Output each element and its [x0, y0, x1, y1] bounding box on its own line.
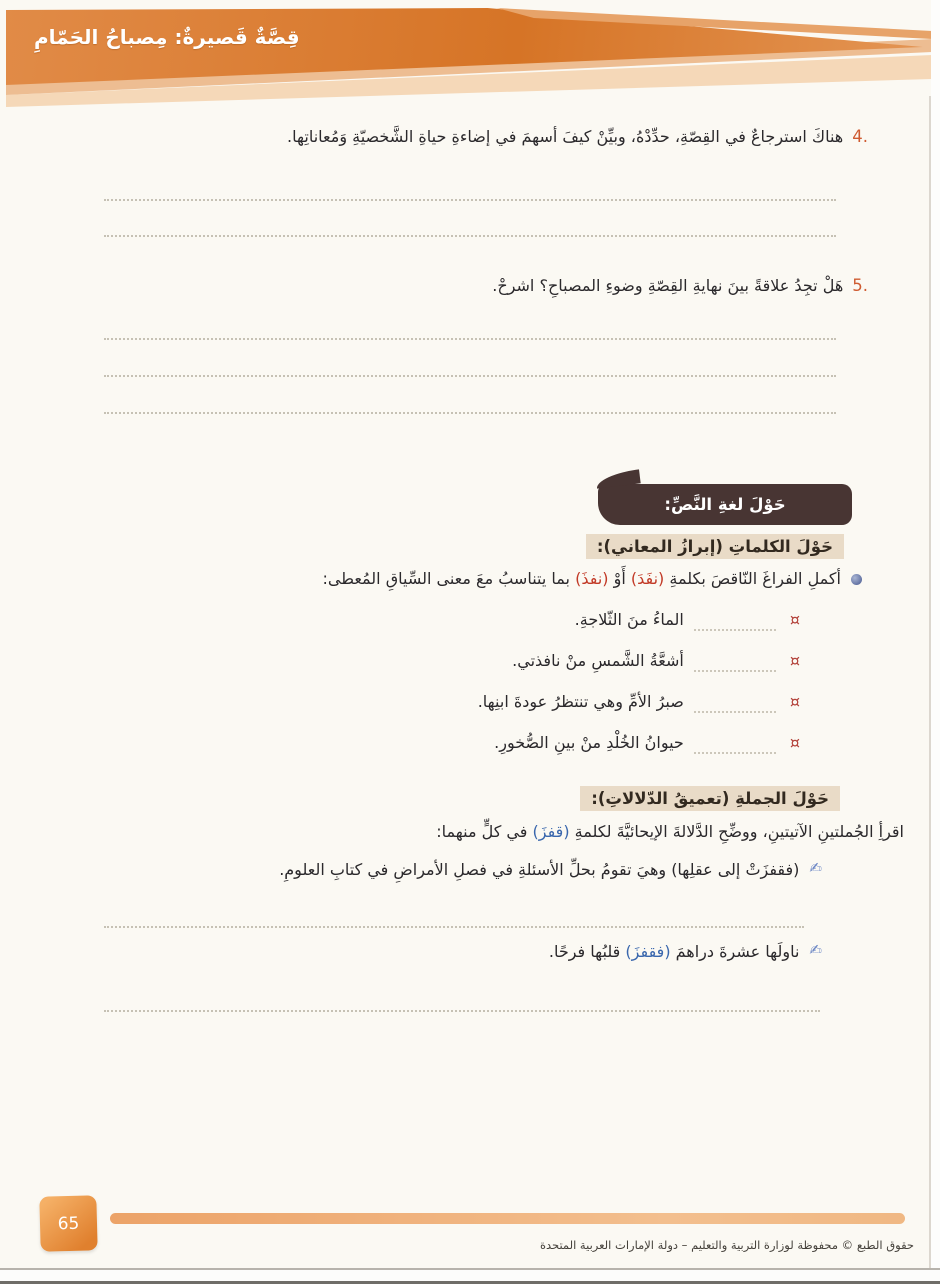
- section-badge-language: [598, 484, 852, 525]
- answer-line: [104, 338, 836, 340]
- sentence-item-1-text: (فقفزَتْ إلى عقلِها) وهيَ تقومُ بحلِّ الأسئلةِ في فصلِ الأمراضِ في كتابِ العلومِ.: [279, 860, 800, 879]
- bullet-dot-icon: [851, 574, 862, 585]
- scan-right-edge: [929, 96, 931, 1268]
- sentence-instruction-text: [436, 822, 904, 841]
- sentence-item-2: [549, 942, 822, 961]
- writing-hand-icon: ✍: [809, 941, 822, 959]
- writing-hand-icon: ✍: [809, 859, 822, 877]
- item-marker-icon: ¤: [789, 733, 800, 752]
- fill-blank: [694, 699, 776, 713]
- sentence-instruction: [436, 822, 904, 841]
- question-5-text: هَلْ تجِدُ علاقةً بينَ نهايةِ القِصّةِ وضوءِ المصباحِ؟ اشرحْ.: [492, 276, 844, 295]
- fill-item-2-text: أشعَّةُ الشَّمسِ منْ نافذتي.: [512, 651, 684, 670]
- keyword-faqafaza: (فقفزَ): [625, 942, 671, 961]
- scan-right-margin: [931, 0, 940, 1284]
- section-badge-label: حَوْلَ لغةِ النَّصِّ:: [664, 495, 786, 514]
- page-number-badge: [39, 1195, 97, 1251]
- item-marker-icon: ¤: [789, 692, 800, 711]
- item-marker-icon: ¤: [789, 651, 800, 670]
- question-4: [287, 127, 868, 146]
- instruction-part: في كلٍّ منهما:: [436, 822, 533, 841]
- instruction-part: أَوْ: [608, 569, 631, 588]
- keyword-nafadha: (نفذَ): [575, 569, 609, 588]
- answer-line: [104, 235, 836, 237]
- instruction-part: أكملِ الفراغَ النّاقصَ بكلمةِ: [664, 569, 841, 588]
- sentence-part: ناولَها عشرةَ دراهمَ: [670, 942, 800, 961]
- instruction-part: اقرأِ الجُملتينِ الآتيتينِ، ووضِّحِ الدَّلالةَ الإيحائيَّةَ لكلمةِ: [569, 822, 904, 841]
- instruction-part: بما يتناسبُ معَ معنى السِّياقِ المُعطى:: [322, 569, 576, 588]
- lesson-title: قِصَّةٌ قَصيرةٌ: مِصباحُ الحَمّامِ: [34, 25, 300, 49]
- question-5: [492, 276, 868, 295]
- footer-orange-bar: [110, 1213, 905, 1224]
- fill-item-1-text: الماءُ منَ الثّلاجةِ.: [574, 610, 684, 629]
- words-instruction: [322, 569, 862, 588]
- fill-blank: [694, 740, 776, 754]
- sentence-part: قلبُها فرحًا.: [548, 942, 626, 961]
- answer-line: [104, 375, 836, 377]
- answer-line: [104, 926, 804, 928]
- answer-line: [104, 1010, 820, 1012]
- fill-item-1: [575, 610, 800, 629]
- copyright-text: حقوق الطبع © محفوظة لوزارة التربية والتعليم – دولة الإمارات العربية المتحدة: [539, 1238, 914, 1252]
- words-instruction-text: [322, 569, 841, 588]
- fill-blank: [694, 617, 776, 631]
- fill-item-4: [494, 733, 800, 752]
- keyword-qafaza: (قفزَ): [532, 822, 570, 841]
- fill-blank: [694, 658, 776, 672]
- sentence-heading: حَوْلَ الجملةِ (تعميقُ الدّلالاتِ):: [580, 786, 840, 811]
- question-4-text: هناكَ استرجاعٌ في القِصّةِ، حدِّدْهُ، وبيِّنْ كيفَ أسهمَ في إضاءةِ حياةِ الشَّخصيّةِ وَمُعاناتِها.: [287, 127, 844, 146]
- question-5-number: 5.: [852, 276, 868, 295]
- fill-item-4-text: حيوانُ الخُلْدِ منْ بينِ الصُّخورِ.: [494, 733, 684, 752]
- fill-item-2: [512, 651, 800, 670]
- question-4-number: 4.: [852, 127, 868, 146]
- words-heading: حَوْلَ الكلماتِ (إبرازُ المعاني):: [586, 534, 844, 559]
- fill-item-3: [478, 692, 800, 711]
- answer-line: [104, 412, 836, 414]
- answer-line: [104, 199, 836, 201]
- keyword-nafida: (نفَدَ): [630, 569, 665, 588]
- sentence-item-1: [279, 860, 822, 879]
- item-marker-icon: ¤: [789, 610, 800, 629]
- sentence-item-2-text: [549, 942, 800, 961]
- header-banner: [6, 7, 932, 107]
- page-number: 65: [57, 1213, 80, 1234]
- fill-item-3-text: صبرُ الأمِّ وهي تنتظرُ عودةَ ابنِها.: [477, 692, 684, 711]
